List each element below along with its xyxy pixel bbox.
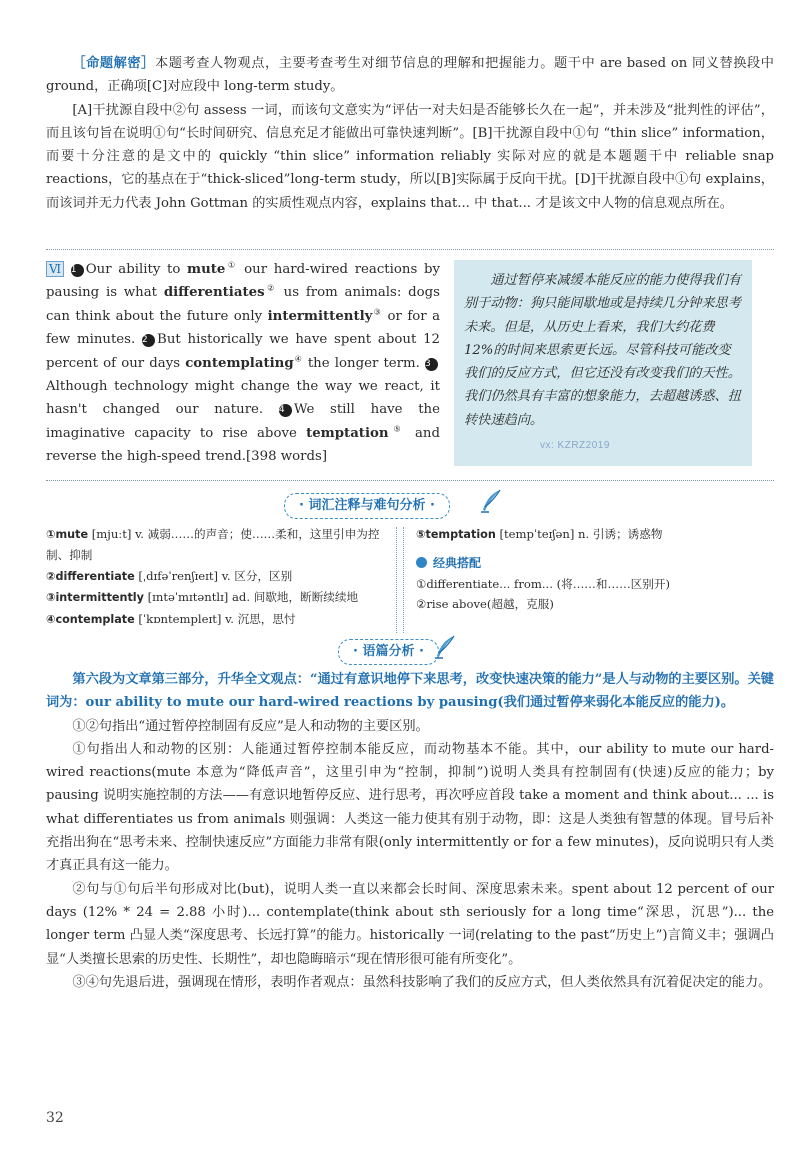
sentence-text: We still have the imaginative capacity to rise above (46, 402, 440, 441)
vocab-section-title: · 词汇注释与难句分析 · (284, 493, 450, 519)
vocab-item (46, 609, 386, 630)
sentence-text: and reverse the high-speed trend. (46, 425, 440, 465)
analysis-point-1: ①②句指出“通过暂停控制固有反应”是人和动物的主要区别。 (72, 718, 429, 734)
analysis-section-title: · 语篇分析 · (338, 639, 439, 665)
footnote-mark: ① (225, 260, 238, 270)
sentence-marker-1: 1 (71, 264, 84, 277)
vocab-definition: [ˈkɒntemplеɪt] v. 沉思，思忖 (134, 611, 296, 626)
vocab-definition: [ɪntəˈmɪtəntlɪ] ad. 间歇地，断断续续地 (143, 590, 359, 605)
passage-paragraph-six (46, 258, 440, 469)
keyword-temptation: temptation (306, 425, 389, 441)
analysis-point-3: ②句与①句后半句形成对比(but)，说明人类一直以来都会长时间、深度思索未来。spent about 12 percent of our days (12% * 24 = 2.88 小时)... contemplate(think about sth seriously for a long time“深思，沉思”)... the longer term 凸显人类“深度思考、长远打算”的能力。historically 一词(relating to the past“历史上”)言简义丰；强调凸显“人类擅长思索的历史性、长期性”，却也隐晦暗示“现在情形很可能有所变化”。 (46, 881, 774, 967)
sentence-marker-3: 3 (425, 358, 438, 371)
vocab-item (46, 566, 386, 587)
section-divider (46, 480, 774, 481)
keyword-mute: mute (187, 262, 226, 277)
collocation-item: ①differentiate... from... (将……和……区别开) (416, 576, 670, 591)
translation-box (454, 260, 752, 466)
vocab-item (46, 524, 386, 566)
quill-icon (478, 488, 504, 514)
footnote-mark: ⑤ (388, 424, 406, 434)
watermark: vx: KZRZ2019 (540, 440, 610, 451)
vocab-word: ④contemplate (46, 612, 135, 626)
vocab-word: ③intermittently (46, 591, 144, 605)
paragraph-number: Ⅵ (46, 261, 64, 277)
analysis-body (46, 668, 774, 994)
vocab-item (46, 587, 386, 608)
distractor-explanation: [A]干扰源自段中②句 assess 一词，而该句文意实为“评估一对夫妇是否能够长久在一起”，并未涉及“批判性的评估”，而且该句旨在说明①句“长时间研究、信息充足才能做出可靠快速判断”。[B]干扰源自段中①句 “thin slice” information，而要十分注意的是文中的 quickly “thin slice” information reliably 实际对应的就是本题题干中 reliable snap reactions，它的基点在于“thick-sliced”long-term study，所以[B]实际属于反向干扰。[D]干扰源自段中①句 explains，而该词并无力代表 John Gottman 的实质性观点内容，explains that... 中 that... 才是该文中人物的信息观点所在。 (46, 102, 774, 211)
bullet-icon (416, 557, 427, 568)
keyword-intermittently: intermittently (267, 308, 373, 324)
word-count: [398 words] (245, 449, 328, 465)
analysis-point-2: ①句指出人和动物的区别：人能通过暂停控制本能反应，而动物基本不能。其中，our ability to mute our hard-wired reactions(mute 本意为“降低声音”，这里引申为“控制，抑制”)说明人类具有控制固有(快速)反应的能力；by pausing 说明实施控制的方法——有意识地暂停反应、进行思考，再次呼应首段 take a moment and think about... ... is what differentiates us from animals 则强调：人类这一能力使其有别于动物，即：这是人类独有智慧的体现。冒号后补充指出狗在“思考未来、控制快速反应”方面能力非常有限(only intermittently or for a few minutes)，反向说明只有人类才真正具有这一能力。 (46, 741, 774, 874)
sentence-text: us from animals: dogs can think about the future only (46, 285, 440, 324)
vocab-list-left (46, 524, 386, 630)
classic-title-text: 经典搭配 (433, 556, 482, 571)
task-explanation (46, 52, 774, 215)
keyword-differentiates: differentiates (163, 285, 265, 301)
sentence-text: Although technology might change the way we react, it hasn't changed our nature. (46, 379, 440, 418)
keyword-contemplating: contemplating (185, 355, 294, 371)
column-divider (396, 527, 404, 633)
sentence-text: or for a few minutes. (46, 308, 440, 348)
vocab-word: ②differentiate (46, 569, 135, 583)
footnote-mark: ④ (293, 354, 303, 364)
vocab-word: ⑤temptation (416, 528, 496, 541)
sentence-text: the longer term. (302, 355, 420, 371)
sentence-marker-4: 4 (279, 404, 292, 417)
sentence-text: But historically we have spent about 12 percent of our days (46, 332, 441, 371)
sentence-text: our hard-wired reactions by pausing is what (46, 262, 440, 301)
vocab-definition: [ˌdɪfəˈrenʃɪeɪt] v. 区分，区别 (134, 568, 293, 583)
vocab-definition: [tempˈteɪʃən] n. 引诱；诱惑物 (495, 527, 663, 541)
footnote-mark: ② (264, 283, 277, 293)
section-divider (46, 249, 774, 250)
vocab-definition: [mjuːt] v. 减弱……的声音；使……柔和，这里引申为控制、抑制 (46, 527, 380, 563)
collocation-item: ②rise above(超越，克服) (416, 597, 554, 612)
task-explanation-paragraph (46, 52, 774, 99)
sentence-text: Our ability to (85, 262, 188, 277)
sentence-marker-2: 2 (142, 334, 155, 347)
quill-icon (432, 634, 458, 660)
vocab-list-right (416, 524, 776, 615)
task-explanation-text: 本题考查人物观点，主要考查考生对细节信息的理解和把握能力。题干中 are based on 同义替换段中 ground，正确项[C]对应段中 long-term study。 (46, 56, 774, 95)
vocab-item (416, 524, 776, 545)
vocab-word: ①mute (46, 528, 89, 541)
footnote-mark: ③ (372, 307, 383, 317)
analysis-point-4: ③④句先退后进，强调现在情形，表明作者观点：虽然科技影响了我们的反应方式，但人类依然具有沉着促决定的能力。 (72, 974, 772, 990)
classic-collocations-title (416, 553, 776, 573)
translation-text: 通过暂停来减缓本能反应的能力使得我们有别于动物：狗只能间歇地或是持续几分钟来思考未来。但是，从历史上看来，我们大约花费12%的时间来思索更长远。尽管科技可能改变我们的反应方式，但它还没有改变我们的天性。我们仍然具有丰富的想象能力，去超越诱惑、扭转快速趋向。 (464, 273, 741, 428)
task-tag: ［命题解密］ (72, 56, 155, 71)
page-number: 32 (46, 1110, 64, 1126)
analysis-lead: 第六段为文章第三部分，升华全文观点：“通过有意识地停下来思考，改变快速决策的能力”是人与动物的主要区别。关键词为：our ability to mute our hard-wired reactions by pausing(我们通过暂停来弱化本能反应的能力)。 (46, 672, 774, 711)
